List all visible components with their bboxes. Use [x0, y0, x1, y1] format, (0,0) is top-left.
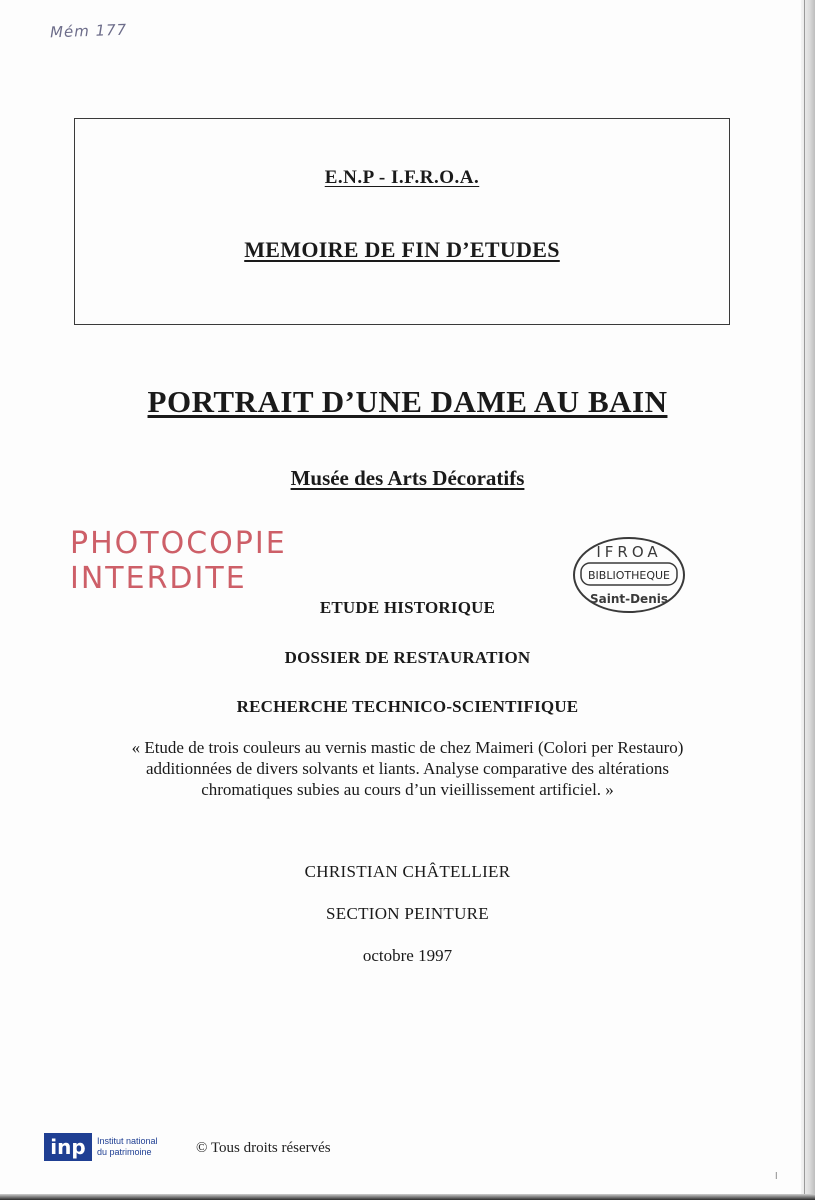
research-line-1: « Etude de trois couleurs au vernis mastic de chez Maimeri (Colori per Restauro): [131, 738, 684, 757]
research-line-3: chromatiques subies au cours d’un vieillissement artificiel. »: [201, 780, 614, 799]
document-title: PORTRAIT D’UNE DAME AU BAIN: [147, 384, 668, 419]
photocopy-forbidden-stamp: [70, 526, 310, 596]
inp-logo: inp: [44, 1133, 92, 1161]
library-stamp-top: IFROA: [596, 543, 662, 561]
header-box: [74, 118, 730, 325]
research-line-2: additionnées de divers solvants et liants. Analyse comparative des altérations: [145, 759, 670, 778]
stamp-line-1: PHOTOCOPIE: [70, 526, 287, 561]
research-description: [0, 737, 815, 800]
rights-notice: © Tous droits réservés: [196, 1140, 331, 1156]
stamp-line-2: INTERDITE: [70, 561, 247, 596]
handwritten-note: Mém 177: [49, 20, 128, 42]
section-heading-restoration: DOSSIER DE RESTAURATION: [284, 648, 531, 667]
library-stamp-middle: BIBLIOTHEQUE: [588, 569, 670, 582]
logo-line-2: du patrimoine: [97, 1147, 152, 1157]
library-stamp-bottom: Saint-Denis: [589, 592, 669, 606]
author-name: CHRISTIAN CHÂTELLIER: [304, 862, 511, 881]
inp-logo-text: [97, 1136, 187, 1158]
scan-edge-right: [801, 0, 815, 1200]
logo-line-1: Institut national: [97, 1136, 158, 1146]
institution-label: E.N.P - I.F.R.O.A.: [324, 167, 480, 188]
section-heading-research: RECHERCHE TECHNICO-SCIENTIFIQUE: [236, 697, 579, 716]
page-mark: l: [775, 1172, 778, 1182]
museum-name: Musée des Arts Décoratifs: [290, 466, 525, 490]
document-type-label: MEMOIRE DE FIN D’ETUDES: [244, 237, 560, 262]
scan-edge-bottom: [0, 1194, 815, 1200]
section-heading-historical: ETUDE HISTORIQUE: [319, 598, 496, 617]
section-name: SECTION PEINTURE: [326, 904, 489, 923]
document-date: octobre 1997: [362, 946, 453, 965]
